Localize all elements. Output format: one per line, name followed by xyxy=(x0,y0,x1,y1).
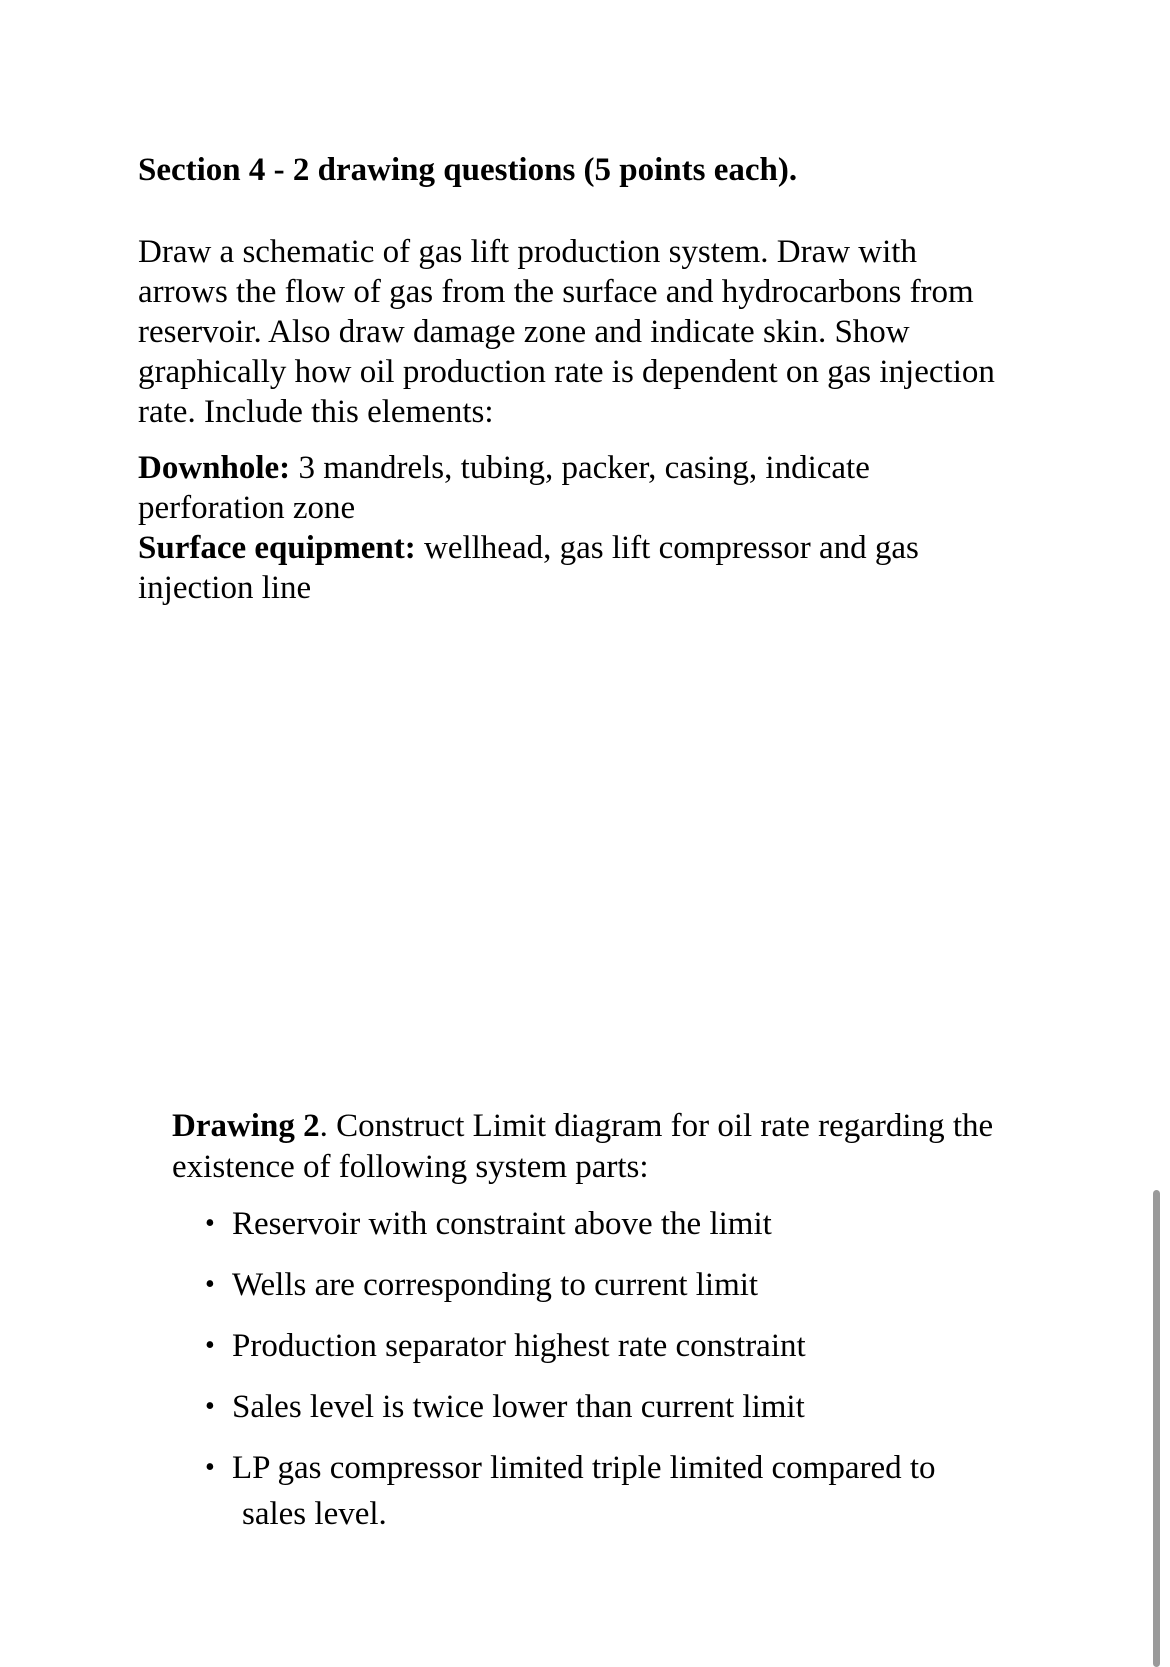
bullet-icon: • xyxy=(205,1330,215,1361)
list-item-text: Production separator highest rate constraint xyxy=(232,1328,806,1364)
question-2-intro-line xyxy=(172,1106,1092,1147)
list-item-text-continuation: sales level. xyxy=(242,1496,387,1532)
bullet-icon: • xyxy=(205,1452,215,1483)
surface-text-continuation: injection line xyxy=(138,570,312,606)
question-2-intro-text: . Construct Limit diagram for oil rate regarding the xyxy=(319,1108,994,1144)
question-2-intro-line: existence of following system parts: xyxy=(172,1149,649,1185)
surface-equipment-label: Surface equipment: xyxy=(138,530,416,566)
list-item xyxy=(205,1384,936,1430)
scrollbar[interactable] xyxy=(1153,1190,1160,1667)
list-item xyxy=(205,1201,936,1247)
question-1-intro-line: graphically how oil production rate is dependent on gas injection xyxy=(138,354,995,390)
list-item-text: LP gas compressor limited triple limited compared to xyxy=(232,1450,936,1486)
question-1-intro-line: reservoir. Also draw damage zone and indicate skin. Show xyxy=(138,314,910,350)
surface-equipment-text: wellhead, gas lift compressor and gas xyxy=(415,530,919,566)
downhole-text-continuation: perforation zone xyxy=(138,490,356,526)
list-item xyxy=(205,1445,936,1537)
drawing-2-label: Drawing 2 xyxy=(172,1108,320,1144)
bullet-icon: • xyxy=(205,1391,215,1422)
question-1-intro-line: arrows the flow of gas from the surface and hydrocarbons from xyxy=(138,274,974,310)
list-item-text: Reservoir with constraint above the limit xyxy=(232,1206,772,1242)
downhole-line xyxy=(138,448,1058,488)
system-parts-list xyxy=(205,1201,936,1552)
question-1-intro-line: Draw a schematic of gas lift production system. Draw with xyxy=(138,234,917,270)
list-item-text: Sales level is twice lower than current limit xyxy=(232,1389,805,1425)
question-1-elements xyxy=(138,448,1058,608)
list-item xyxy=(205,1323,936,1369)
bullet-icon: • xyxy=(205,1208,215,1239)
downhole-label: Downhole: xyxy=(138,450,291,486)
bullet-icon: • xyxy=(205,1269,215,1300)
question-2-intro xyxy=(172,1106,1092,1188)
downhole-text: 3 mandrels, tubing, packer, casing, indicate xyxy=(290,450,870,486)
question-1-intro-line: rate. Include this elements: xyxy=(138,394,494,430)
list-item-text: Wells are corresponding to current limit xyxy=(232,1267,759,1303)
surface-line xyxy=(138,528,1058,568)
list-item xyxy=(205,1262,936,1308)
question-1-intro xyxy=(138,232,1058,432)
section-heading: Section 4 - 2 drawing questions (5 points each). xyxy=(138,152,798,188)
